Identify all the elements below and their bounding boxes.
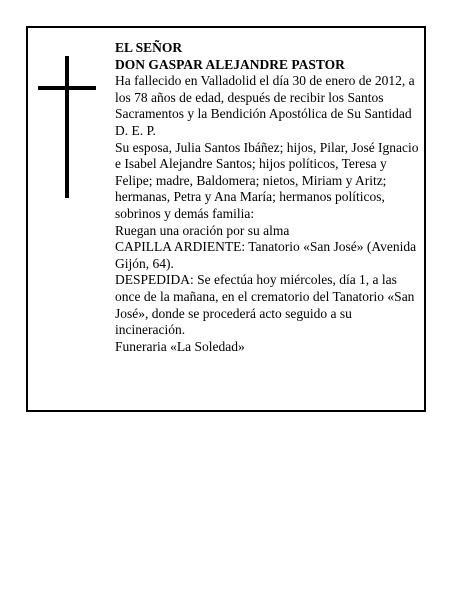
cross-icon: [38, 56, 96, 198]
chapel-info: CAPILLA ARDIENTE: Tanatorio «San José» (Avenida Gijón, 64).: [115, 239, 417, 271]
funeral-home: Funeraria «La Soledad»: [115, 338, 245, 354]
obituary-title: EL SEÑOR: [115, 40, 183, 55]
death-announcement: Ha fallecido en Valladolid el día 30 de enero de 2012, a los 78 años de edad, después de recibir los Santos Sacramentos y la Bendición Apostólica de Su Santidad D. E. P.: [115, 73, 415, 138]
obituary-notice: [26, 26, 426, 412]
obituary-text: [115, 40, 423, 355]
family-list: Su esposa, Julia Santos Ibáñez; hijos, Pilar, José Ignacio e Isabel Alejandre Santos; hijos políticos, Teresa y Felipe; madre, Baldomera; nietos, Miriam y Aritz; hermanas, Petra y Ana María; hermanos políticos, sobrinos y demás familia:: [115, 139, 419, 221]
cross-horizontal-bar: [38, 86, 96, 90]
prayer-request: Ruegan una oración por su alma: [115, 222, 290, 238]
farewell-info: DESPEDIDA: Se efectúa hoy miércoles, día 1, a las once de la mañana, en el crematorio del Tanatorio «San José», donde se procederá acto seguido a su incineración.: [115, 272, 415, 338]
cross-vertical-bar: [65, 56, 69, 198]
deceased-name: DON GASPAR ALEJANDRE PASTOR: [115, 56, 345, 72]
